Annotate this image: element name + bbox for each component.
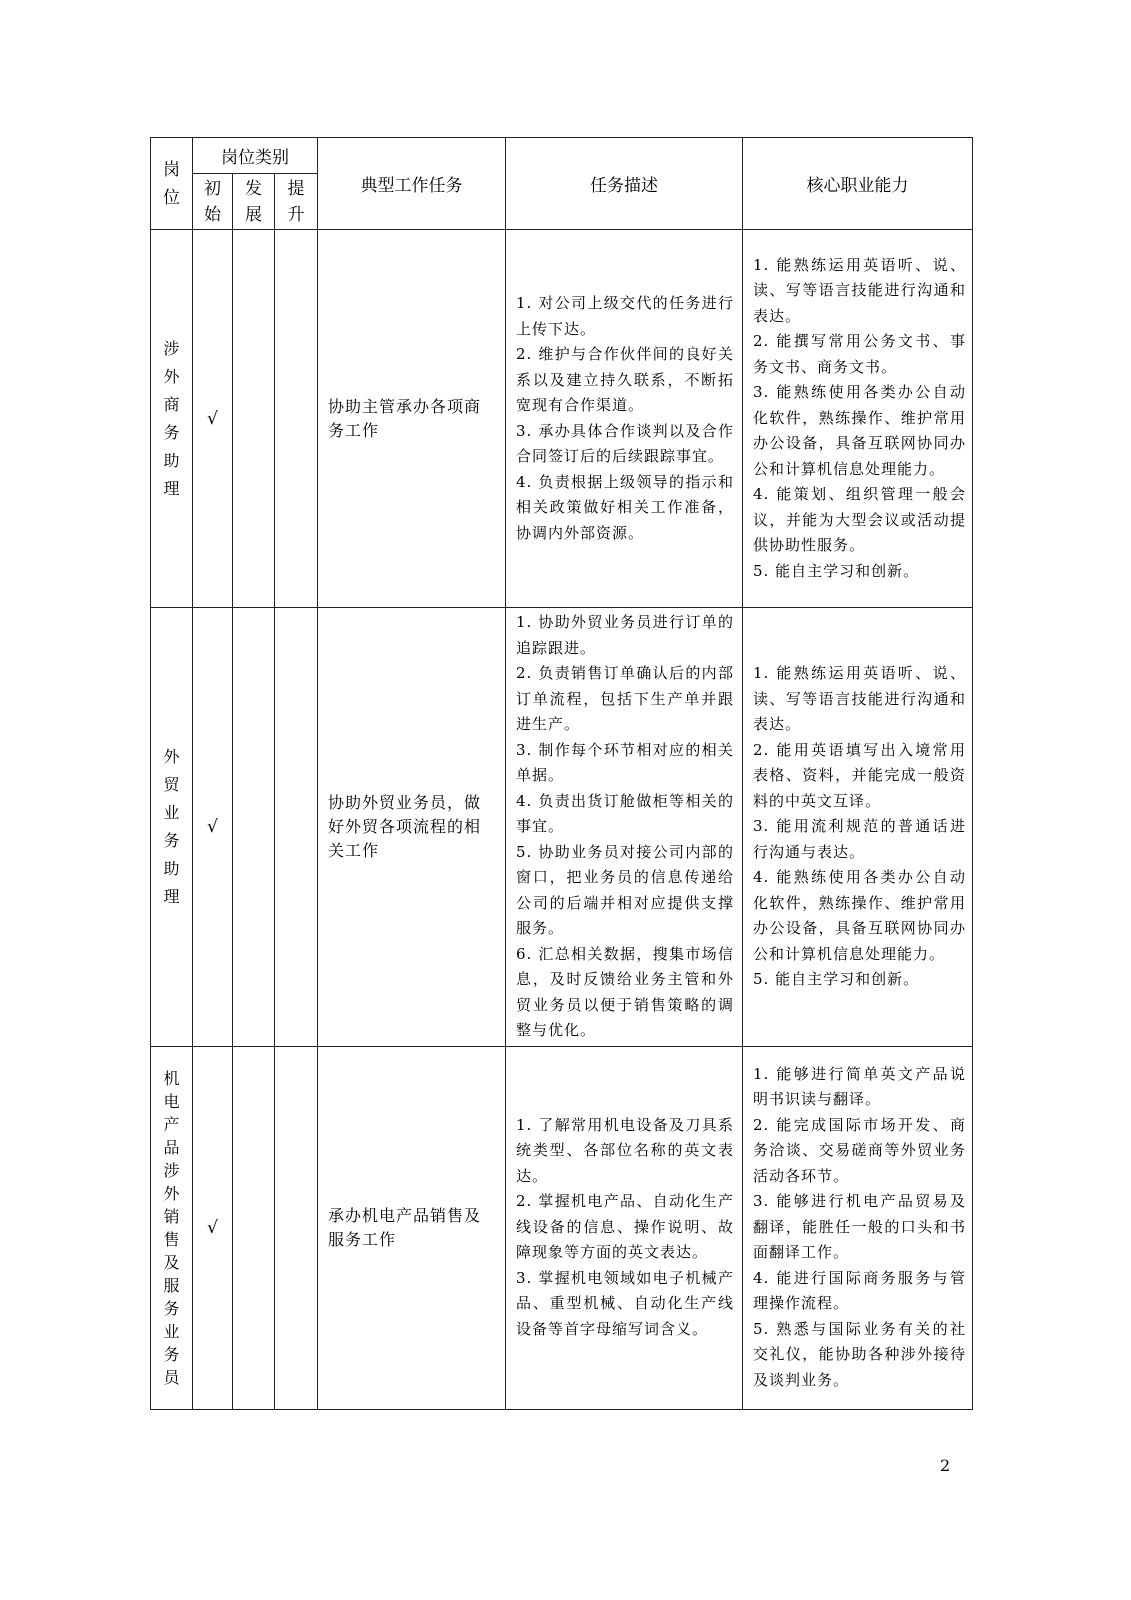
promote-header-label: 提升	[287, 178, 305, 225]
post-name: 机电产品涉外销售及服务业务员	[163, 1068, 180, 1387]
develop-check-cell	[233, 230, 275, 608]
post-name: 外贸业务助理	[163, 746, 180, 906]
initial-check-cell: √	[193, 230, 233, 608]
description-item: 3. 掌握机电领域如电子机械产品、重型机械、自动化生产线设备等首字母缩写词含义。	[516, 1268, 734, 1338]
develop-header	[233, 174, 275, 230]
ability-item: 1. 能够进行简单英文产品说明书识读与翻译。	[753, 1064, 966, 1109]
post-category-header: 岗位类别	[193, 138, 318, 174]
initial-check-cell: √	[193, 608, 233, 1047]
initial-header	[193, 174, 233, 230]
post-name: 涉外商务助理	[163, 338, 180, 498]
task-description-header: 任务描述	[506, 138, 743, 230]
ability-item: 5. 能自主学习和创新。	[753, 561, 920, 580]
description-item: 2. 负责销售订单确认后的内部订单流程，包括下生产单并跟进生产。	[516, 664, 734, 733]
core-ability-header: 核心职业能力	[743, 138, 973, 230]
ability-item: 4. 能策划、组织管理一般会议，并能为大型会议或活动提供协助性服务。	[753, 485, 966, 555]
ability-item: 3. 能用流利规范的普通话进行沟通与表达。	[753, 817, 966, 861]
description-item: 5. 协助业务员对接公司内部的窗口，把业务员的信息传递给公司的后端并相对应提供支撑服务。	[516, 842, 734, 937]
ability-item: 2. 能撰写常用公务文书、事务文书、商务文书。	[753, 332, 966, 376]
ability-item: 2. 能用英语填写出入境常用表格、资料，并能完成一般资料的中英文互译。	[753, 740, 966, 810]
ability-item: 1. 能熟练运用英语听、说、读、写等语言技能进行沟通和表达。	[753, 255, 966, 325]
description-item: 1. 了解常用机电设备及刀具系统类型、各部位名称的英文表达。	[516, 1115, 734, 1185]
task-description-cell	[506, 1046, 743, 1409]
post-cell	[151, 230, 193, 608]
table-row	[151, 608, 973, 1047]
description-item: 4. 负责出货订舱做柜等相关的事宜。	[516, 791, 734, 835]
typical-task-header: 典型工作任务	[318, 138, 506, 230]
description-item: 2. 维护与合作伙伴间的良好关系以及建立持久联系，不断拓宽现有合作渠道。	[516, 345, 734, 414]
develop-check-cell	[233, 608, 275, 1047]
core-ability-cell	[743, 608, 973, 1047]
ability-item: 5. 能自主学习和创新。	[753, 970, 920, 988]
table-row	[151, 230, 973, 608]
description-item: 4. 负责根据上级领导的指示和相关政策做好相关工作准备，协调内外部资源。	[516, 472, 734, 542]
ability-item: 2. 能完成国际市场开发、商务洽谈、交易磋商等外贸业务活动各环节。	[753, 1115, 966, 1185]
description-item: 6. 汇总相关数据，搜集市场信息，及时反馈给业务主管和外贸业务员以便于销售策略的调整与优化。	[516, 944, 734, 1039]
ability-item: 4. 能熟练使用各类办公自动化软件，熟练操作、维护常用办公设备，具备互联网协同办公和计算机信息处理能力。	[753, 868, 966, 963]
ability-item: 5. 熟悉与国际业务有关的社交礼仪，能协助各种涉外接待及谈判业务。	[753, 1319, 966, 1389]
ability-item: 4. 能进行国际商务服务与管理操作流程。	[753, 1268, 966, 1313]
post-header-label: 岗位	[163, 159, 180, 208]
task-description-cell	[506, 230, 743, 608]
description-item: 1. 对公司上级交代的任务进行上传下达。	[516, 294, 734, 338]
post-header	[151, 138, 193, 230]
promote-check-cell	[275, 608, 318, 1047]
typical-task-cell: 承办机电产品销售及 服务工作	[318, 1046, 506, 1409]
description-item: 3. 承办具体合作谈判以及合作合同签订后的后续跟踪事宜。	[516, 421, 734, 465]
typical-task-cell: 协助主管承办各项商务工作	[318, 230, 506, 608]
task-description-cell	[506, 608, 743, 1047]
develop-header-label: 发展	[245, 178, 262, 225]
typical-task-cell: 协助外贸业务员，做好外贸各项流程的相关工作	[318, 608, 506, 1047]
ability-item: 1. 能熟练运用英语听、说、读、写等语言技能进行沟通和表达。	[753, 664, 966, 733]
description-item: 3. 制作每个环节相对应的相关单据。	[516, 740, 734, 784]
page-number: 2	[940, 1456, 951, 1475]
table-row	[151, 1046, 973, 1409]
promote-check-cell	[275, 1046, 318, 1409]
initial-header-label: 初始	[204, 178, 221, 225]
ability-item: 3. 能够进行机电产品贸易及翻译，能胜任一般的口头和书面翻译工作。	[753, 1192, 966, 1262]
ability-item: 3. 能熟练使用各类办公自动化软件，熟练操作、维护常用办公设备，具备互联网协同办公和计算机信息处理能力。	[753, 383, 966, 478]
promote-header	[275, 174, 318, 230]
core-ability-cell	[743, 230, 973, 608]
post-cell	[151, 608, 193, 1047]
promote-check-cell	[275, 230, 318, 608]
description-item: 2. 掌握机电产品、自动化生产线设备的信息、操作说明、故障现象等方面的英文表达。	[516, 1192, 734, 1262]
post-cell	[151, 1046, 193, 1409]
initial-check-cell: √	[193, 1046, 233, 1409]
core-ability-cell	[743, 1046, 973, 1409]
job-analysis-table	[150, 137, 973, 1410]
develop-check-cell	[233, 1046, 275, 1409]
description-item: 1. 协助外贸业务员进行订单的追踪跟进。	[516, 613, 734, 657]
